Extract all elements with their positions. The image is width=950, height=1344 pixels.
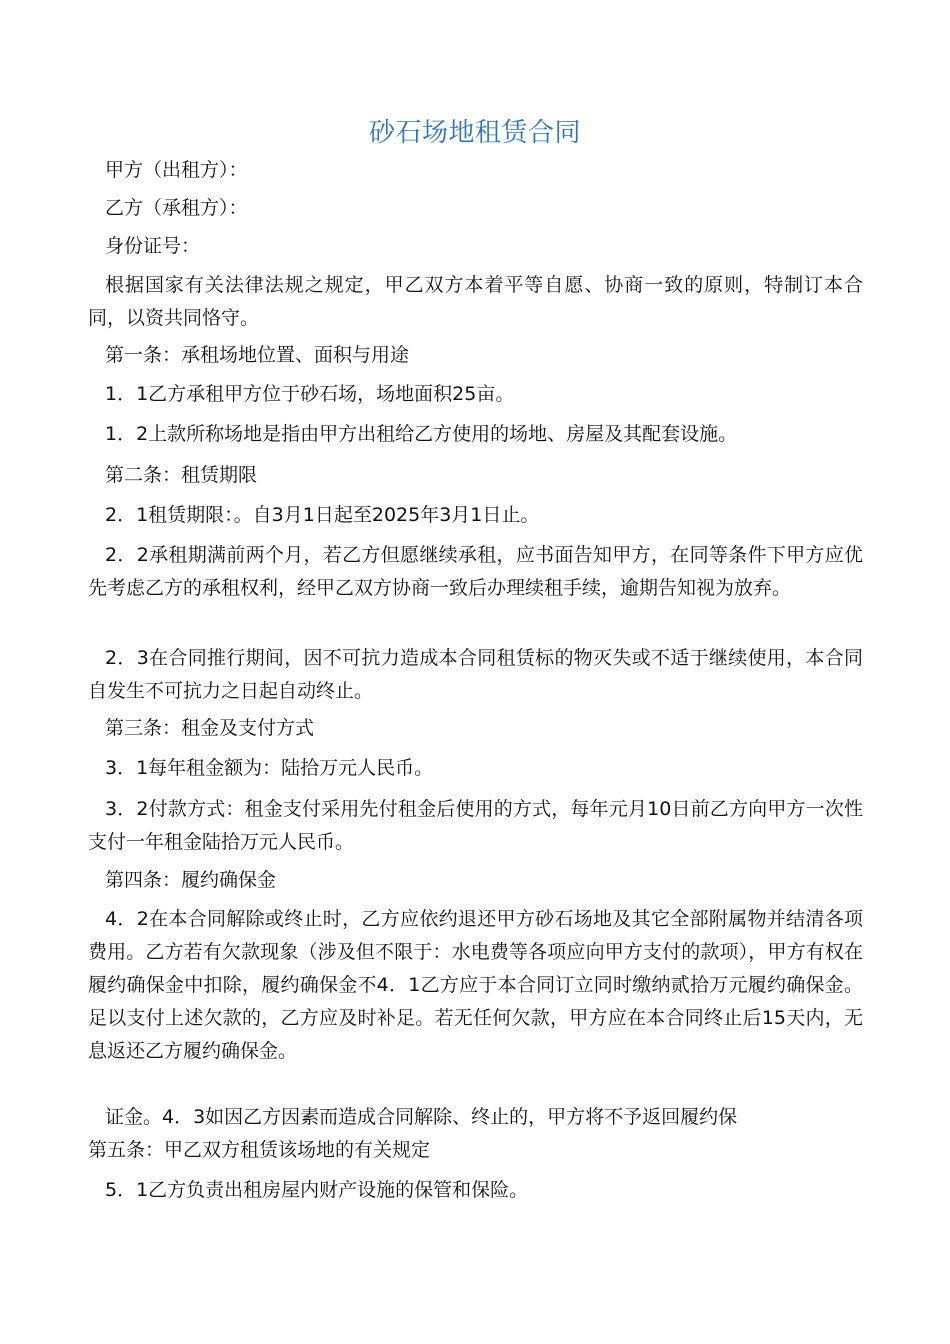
clause-2-1: 2．1租赁期限：。自3月1日起至2025年3月1日止。 — [105, 504, 540, 526]
party-b-line: 乙方（承租方）： — [105, 197, 248, 219]
clause-1-2: 1．2上款所称场地是指由甲方出租给乙方使用的场地、房屋及其配套设施。 — [105, 423, 738, 445]
document-title: 砂石场地租赁合同 — [368, 118, 581, 148]
article-5-heading: 第五条：甲乙双方租赁该场地的有关规定 — [88, 1139, 431, 1161]
article-1-heading: 第一条：承租场地位置、面积与用途 — [105, 344, 410, 366]
clause-4-3-fragment: 证金。4．3如因乙方因素而造成合同解除、终止的，甲方将不予返回履约保 — [105, 1106, 738, 1128]
id-number-line: 身份证号： — [105, 235, 201, 257]
clause-2-3: 2．3在合同推行期间，因不可抗力造成本合同租赁标的物灭失或不适于继续使用，本合同自发生不可抗力之日起自动终止。 — [88, 647, 863, 702]
preamble-paragraph: 根据国家有关法律法规之规定，甲乙双方本着平等自愿、协商一致的原则，特制订本合同，以资共同恪守。 — [88, 274, 863, 329]
clause-3-1: 3．1每年租金额为：陆拾万元人民币。 — [105, 757, 434, 779]
article-3-heading: 第三条：租金及支付方式 — [105, 717, 315, 739]
clause-3-2: 3．2付款方式：租金支付采用先付租金后使用的方式，每年元月10日前乙方向甲方一次性支付一年租金陆拾万元人民币。 — [88, 798, 863, 853]
clause-4-2: 4．2在本合同解除或终止时，乙方应依约退还甲方砂石场地及其它全部附属物并结清各项费用。乙方若有欠款现象（涉及但不限于：水电费等各项应向甲方支付的款项），甲方有权在履约确保金中扣除，履约确保金不4．1乙方应于本合同订立同时缴纳贰拾万元履约确保金。足以支付上述欠款的，乙方应及时补足。若无任何欠款，甲方应在本合同终止后15天内，无息返还乙方履约确保金。 — [88, 908, 863, 1062]
clause-5-1: 5．1乙方负责出租房屋内财产设施的保管和保险。 — [105, 1179, 529, 1201]
article-4-heading: 第四条：履约确保金 — [105, 869, 277, 891]
article-2-heading: 第二条：租赁期限 — [105, 464, 258, 486]
clause-2-2: 2．2承租期满前两个月，若乙方但愿继续承租，应书面告知甲方，在同等条件下甲方应优先考虑乙方的承租权利，经甲乙双方协商一致后办理续租手续，逾期告知视为放弃。 — [88, 544, 863, 599]
clause-1-1: 1．1乙方承租甲方位于砂石场，场地面积25亩。 — [105, 383, 515, 405]
party-a-line: 甲方（出租方）： — [105, 159, 248, 181]
